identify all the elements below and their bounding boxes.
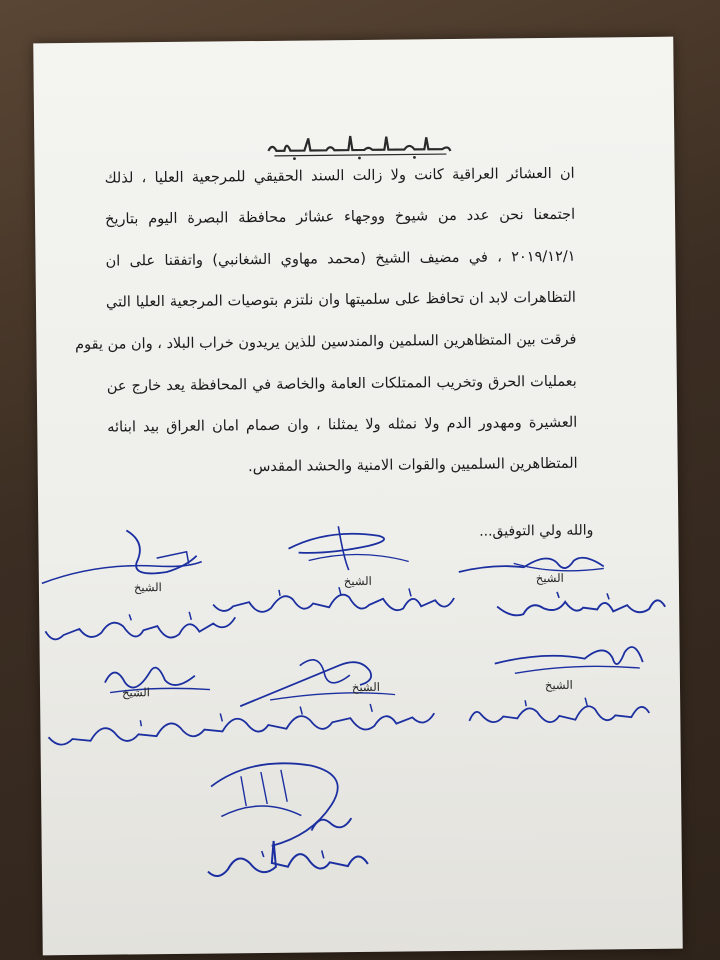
signature-title-2: الشيخ [343, 573, 372, 589]
signature-title-1: الشيخ [535, 570, 564, 586]
signature-mark-4 [484, 632, 645, 684]
signature-mark-2 [268, 517, 419, 579]
paragraph-line-3: ٢٠١٩/١٢/١ ، في مضيف الشيخ (محمد مهاوي الشغانبي) واتفقنا على ان [105, 248, 576, 270]
document-page [33, 37, 683, 956]
closing-line: والله ولي التوفيق... [479, 522, 594, 540]
signature-title-3: الشيخ [133, 580, 162, 595]
signature-mark-6 [95, 652, 216, 703]
paragraph-line-1: ان العشائر العراقية كانت ولا زالت السند الحقيقي للمرجعية العليا ، لذلك [104, 165, 575, 187]
handwritten-name-2 [209, 584, 459, 627]
paragraph-line-4: التظاهرات لابد ان تحافظ على سلميتها وان نلتزم بتوصيات المرجعية العليا التي [105, 289, 577, 311]
handwritten-name-1 [487, 587, 672, 623]
basmala-calligraphy [264, 127, 454, 163]
signature-title-4: الشيخ [544, 677, 573, 693]
signature-title-5: الشيخ [351, 679, 380, 695]
handwritten-name-3 [39, 609, 239, 651]
signature-mark-1 [454, 542, 614, 584]
paragraph-line-5: فرقت بين المتظاهرين السلمين والمندسين للذين يريدون خراب البلاد ، وان من يقوم [75, 331, 577, 353]
paragraph-line-7: العشيرة ومهدور الدم ولا نمثله ولا يمثلنا ، وان صمام امان العراق بيد ابنائه [107, 414, 578, 436]
paragraph-line-6: بعمليات الحرق وتخريب الممتلكات العامة والخاصة في المحافظة يعد خارج عن [106, 373, 577, 395]
handwritten-name-4 [465, 695, 655, 737]
signature-title-6: الشيخ [121, 685, 150, 700]
paragraph-line-2: اجتمعنا نحن عدد من شيوخ ووجهاء عشائر محافظة البصرة اليوم بتاريخ [105, 206, 576, 228]
handwritten-name-5 [40, 699, 441, 763]
signature-mark-3 [36, 522, 207, 594]
handwritten-name-6 [201, 810, 372, 892]
paragraph-line-8: المتظاهرين السلميين والقوات الامنية والحشد المقدس. [247, 455, 578, 476]
